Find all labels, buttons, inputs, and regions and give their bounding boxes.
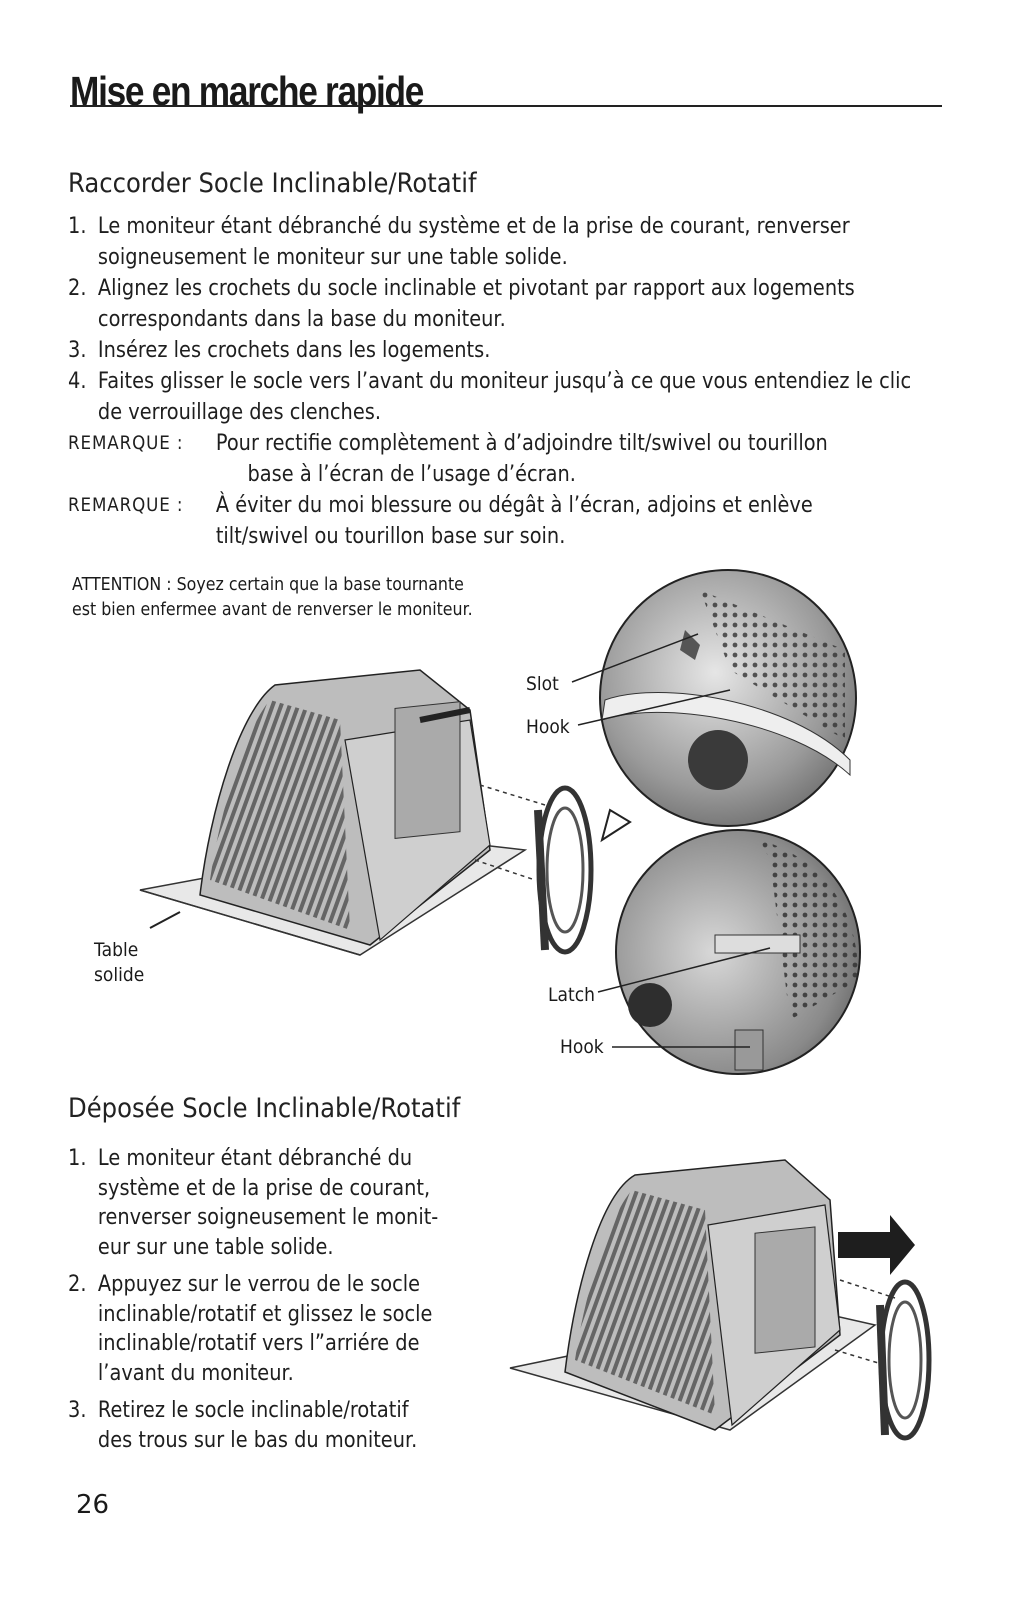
- title-rule: [70, 105, 942, 107]
- section1-heading: Raccorder Socle Inclinable/Rotatif: [68, 168, 477, 199]
- list-item: 1. Le moniteur étant débranché du système et de la prise de courant, renverser soigneusement le moniteur sur une table solide.: [68, 214, 850, 270]
- arrow-right-icon: [838, 1215, 915, 1275]
- remove-stand-illustration: [500, 1140, 950, 1470]
- hook-label-bottom: Hook: [560, 1036, 604, 1058]
- latch-label: Latch: [548, 984, 595, 1006]
- note: REMARQUE : Pour rectifie complètement à d’adjoindre tilt/swivel ou tourillon base à l’écran de l’usage d’écran.: [68, 431, 828, 487]
- page-number: 26: [76, 1490, 110, 1520]
- hook-label-top: Hook: [526, 716, 570, 738]
- list-item: 3. Insérez les crochets dans les logements.: [68, 338, 491, 363]
- section2-steps: [68, 1144, 482, 1455]
- slot-label: Slot: [526, 673, 559, 695]
- list-item: 1. Le moniteur étant débranché du système et de la prise de courant, renverser soigneusement le monit- eur sur une table solide.: [68, 1146, 439, 1260]
- list-item: 4. Faites glisser le socle vers l’avant du moniteur jusqu’à ce que vous entendiez le clic de verrouillage des clenches.: [68, 369, 912, 425]
- list-item: 2. Alignez les crochets du socle inclinable et pivotant par rapport aux logements correspondants dans la base du moniteur.: [68, 276, 855, 332]
- attention-note: ATTENTION : Soyez certain que la base tournante est bien enfermee avant de renverser le moniteur.: [72, 574, 473, 620]
- note: REMARQUE : À éviter du moi blessure ou dégât à l’écran, adjoins et enlève tilt/swivel ou tourillon base sur soin.: [68, 493, 813, 549]
- section2-heading: Déposée Socle Inclinable/Rotatif: [68, 1093, 461, 1124]
- table-label: Table solide: [94, 939, 145, 986]
- list-item: 2. Appuyez sur le verrou de le socle inclinable/rotatif et glissez le socle inclinable/rotatif vers l”arriére de l’avant du moniteur.: [68, 1272, 433, 1386]
- section1-steps: [68, 211, 935, 552]
- attach-stand-illustration: [0, 560, 1036, 1090]
- list-item: 3. Retirez le socle inclinable/rotatif des trous sur le bas du moniteur.: [68, 1398, 418, 1453]
- page-title: Mise en marche rapide: [70, 68, 424, 114]
